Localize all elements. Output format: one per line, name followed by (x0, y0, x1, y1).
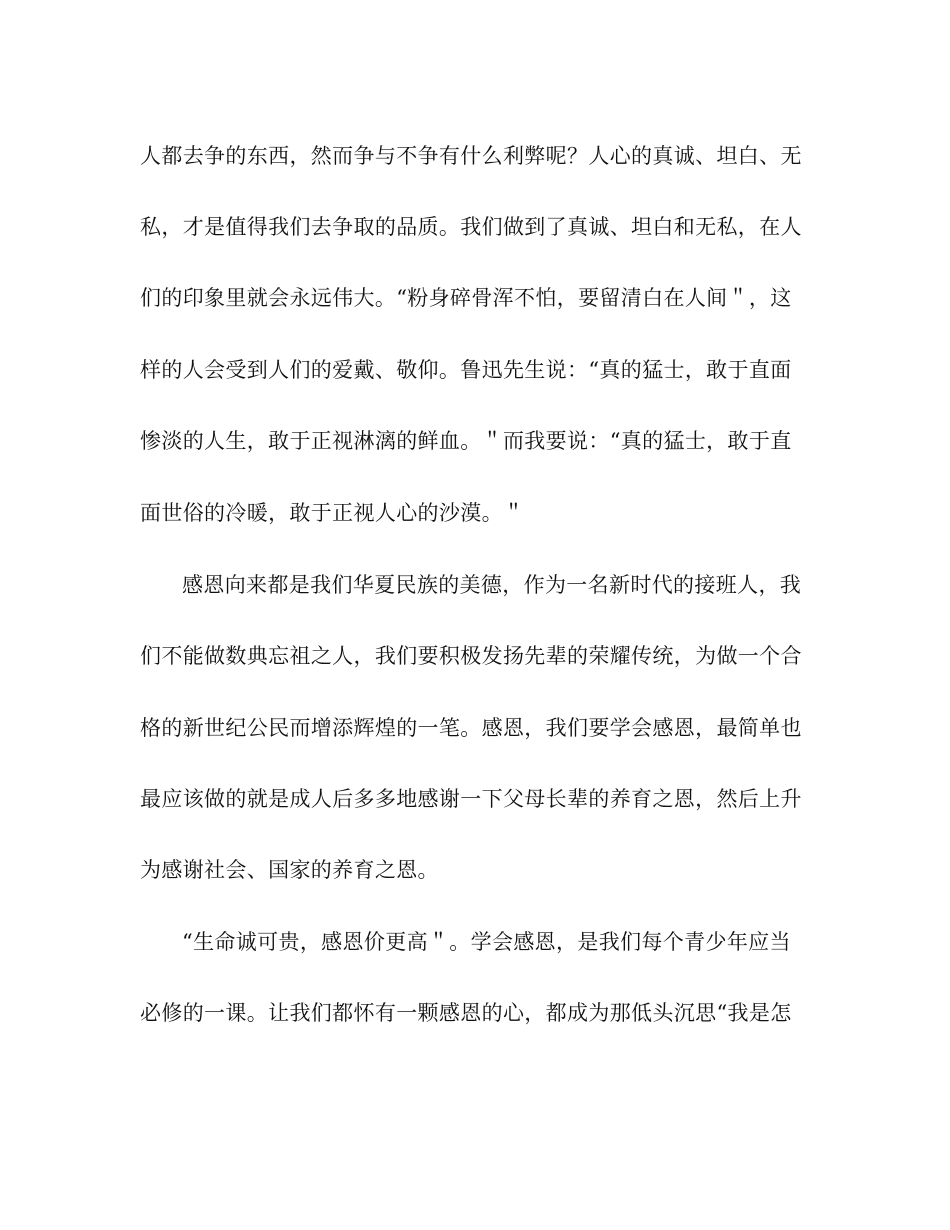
text-line: 最应该做的就是成人后多多地感谢一下父母长辈的养育之恩，然后上升 (140, 787, 802, 811)
text-line: 私，才是值得我们去争取的品质。我们做到了真诚、坦白和无私，在人 (140, 215, 802, 239)
text-line: 们不能做数典忘祖之人，我们要积极发扬先辈的荣耀传统，为做一个合 (140, 644, 802, 668)
text-line: 必修的一课。让我们都怀有一颗感恩的心，都成为那低头沉思“我是怎 (140, 1001, 792, 1025)
text-line: “生命诚可贵，感恩价更高＂。学会感恩，是我们每个青少年应当 (182, 930, 791, 954)
text-line: 人都去争的东西，然而争与不争有什么利弊呢？人心的真诚、坦白、无 (140, 144, 802, 168)
text-line: 惨淡的人生，敢于正视淋漓的鲜血。＂而我要说：“真的猛士，敢于直 (140, 429, 792, 453)
text-line: 格的新世纪公民而增添辉煌的一笔。感恩，我们要学会感恩，最简单也 (140, 716, 802, 740)
text-line: 感恩向来都是我们华夏民族的美德，作为一名新时代的接班人，我 (182, 573, 802, 597)
text-line: 面世俗的冷暖，敢于正视人心的沙漠。＂ (140, 501, 525, 525)
text-line: 们的印象里就会永远伟大。“粉身碎骨浑不怕，要留清白在人间＂，这 (140, 286, 792, 310)
text-line: 为感谢社会、国家的养育之恩。 (140, 858, 439, 882)
text-line: 样的人会受到人们的爱戴、敬仰。鲁迅先生说：“真的猛士，敢于直面 (140, 358, 792, 382)
